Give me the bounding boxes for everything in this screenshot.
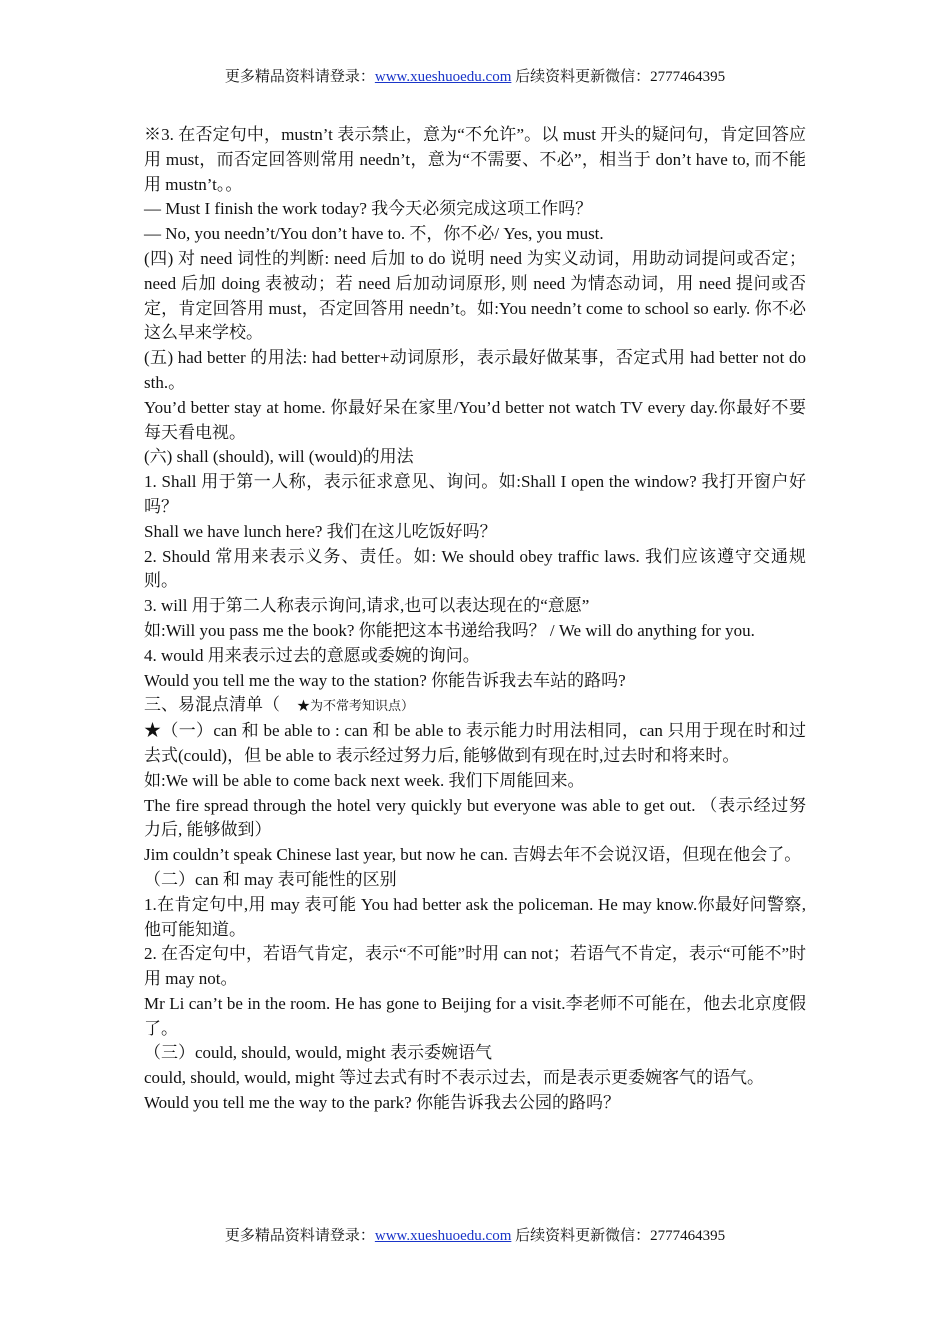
paragraph: 4. would 用来表示过去的意愿或委婉的询问。 [144, 645, 480, 665]
paragraph: You’d better stay at home. 你最好呆在家里/You’d better not watch TV every day.你最好不要每天看电视。 [144, 397, 806, 442]
footer-prefix: 更多精品资料请登录： [224, 1228, 375, 1244]
paragraph: 如:Will you pass me the book? 你能把这本书递给我吗？ / We will do anything for you. [144, 620, 755, 640]
document-body [144, 123, 806, 1116]
paragraph: could, should, would, might 等过去式有时不表示过去，而是表示更委婉客气的语气。 [144, 1068, 765, 1088]
footer-link[interactable]: www.xueshuoedu.com [374, 1228, 512, 1244]
paragraph: 1. Shall 用于第一人称，表示征求意见、询问。如:Shall I open the window? 我打开窗户好吗？ [144, 472, 806, 516]
page-footer [0, 1226, 950, 1246]
paragraph: The fire spread through the hotel very quickly but everyone was able to get out. （表示经过努力后, 能够做到） [144, 795, 806, 840]
header-prefix: 更多精品资料请登录： [224, 69, 375, 85]
section-heading: (六) shall (should), will (would)的用法 [144, 447, 414, 467]
header-link[interactable]: www.xueshuoedu.com [374, 69, 512, 85]
paragraph: Would you tell me the way to the park? 你能告诉我去公园的路吗？ [144, 1093, 620, 1113]
paragraph: Mr Li can’t be in the room. He has gone to Beijing for a visit.李老师不可能在，他去北京度假了。 [144, 993, 806, 1038]
paragraph: (四) 对 need 词性的判断: need 后加 to do 说明 need 为实义动词，用助动词提问或否定；need 后加 doing 表被动；若 need 后加动词原形, 则 need 为情态动词，用 need 提问或否定，肯定回答用 must，否定回答用 needn’t。如:You needn’t come to school so early. 你不必这么早来学校。 [144, 248, 806, 343]
paragraph: Shall we have lunch here? 我们在这儿吃饭好吗？ [144, 521, 497, 541]
paragraph: Jim couldn’t speak Chinese last year, but now he can. 吉姆去年不会说汉语，但现在他会了。 [144, 845, 802, 865]
paragraph: ★（一）can 和 be able to : can 和 be able to 表示能力时用法相同，can 只用于现在时和过去式(could)，但 be able to 表示经过努力后, 能够做到有现在时,过去时和将来时。 [144, 721, 806, 765]
section-heading: （二）can 和 may 表可能性的区别 [144, 869, 397, 889]
section-title [144, 693, 806, 719]
section-title-note: ★为不常考知识点） [297, 698, 415, 714]
paragraph: Would you tell me the way to the station? 你能告诉我去车站的路吗? [144, 670, 626, 690]
header-suffix: 后续资料更新微信：2777464395 [511, 69, 726, 85]
footer-suffix: 后续资料更新微信：2777464395 [511, 1228, 726, 1244]
paragraph: 1.在肯定句中,用 may 表可能 You had better ask the policeman. He may know.你最好问警察,他可能知道。 [144, 894, 806, 939]
paragraph: 3. will 用于第二人称表示询问,请求,也可以表达现在的“意愿” [144, 596, 590, 616]
paragraph: 2. Should 常用来表示义务、责任。如: We should obey traffic laws. 我们应该遵守交通规则。 [144, 546, 806, 591]
paragraph: ※3. 在否定句中，mustn’t 表示禁止，意为“不允许”。以 must 开头的疑问句，肯定回答应用 must，而否定回答则常用 needn’t，意为“不需要、不必”，相当于 don’t have to, 而不能用 mustn’t。。 [144, 125, 806, 194]
page-header [0, 67, 950, 87]
paragraph: (五) had better 的用法: had better+动词原形，表示最好做某事，否定式用 had better not do sth.。 [144, 348, 806, 392]
section-heading: （三）could, should, would, might 表示委婉语气 [144, 1043, 493, 1063]
paragraph: — Must I finish the work today? 我今天必须完成这项工作吗？ [144, 199, 593, 219]
section-title-text: 三、易混点清单（ [144, 695, 280, 715]
paragraph: — No, you needn’t/You don’t have to. 不，你不必/ Yes, you must. [144, 224, 604, 244]
paragraph: 2. 在否定句中，若语气肯定，表示“不可能”时用 can not；若语气不肯定，表示“可能不”时用 may not。 [144, 944, 806, 989]
paragraph: 如:We will be able to come back next week. 我们下周能回来。 [144, 770, 585, 790]
